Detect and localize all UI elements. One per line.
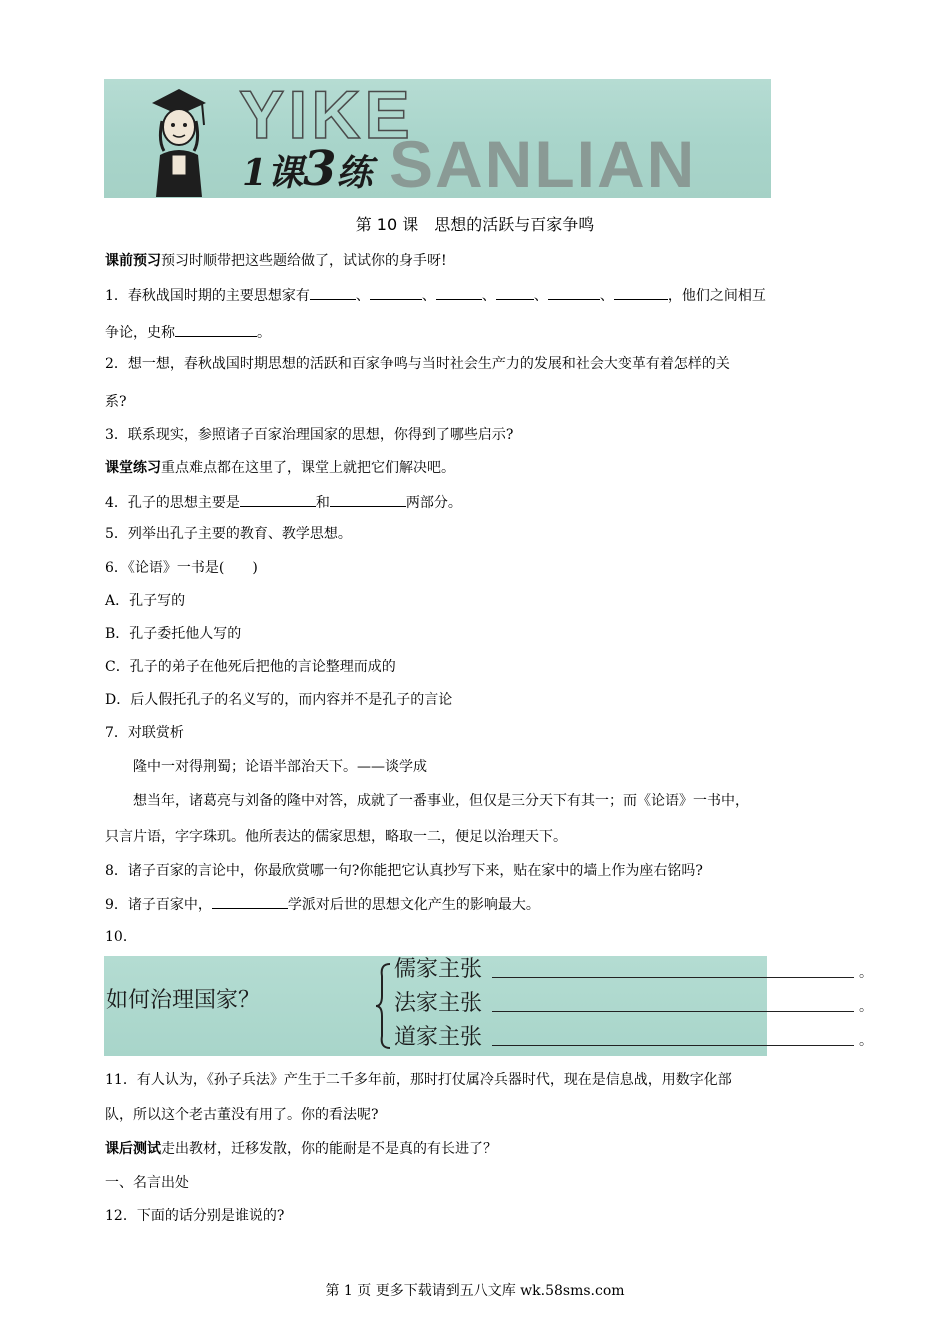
question-11-line-2: 队，所以这个老古董没有用了。你的看法呢?	[105, 1107, 379, 1123]
row-end-mark: 。	[859, 1033, 873, 1049]
question-12: 12．下面的话分别是谁说的?	[105, 1208, 285, 1224]
question-6-stem: 6．《论语》一书是( )	[105, 560, 258, 576]
header-banner-image	[104, 77, 771, 201]
question-10-row-legalist: 法家主张	[394, 991, 483, 1016]
question-6-option-c: C．孔子的弟子在他死后把他的言论整理而成的	[105, 659, 396, 675]
question-1-line-1: 1．春秋战国时期的主要思想家有 、 、 、 、 、 ，他们之间相互	[105, 284, 766, 307]
answer-line	[492, 1045, 854, 1046]
question-10-number: 10．	[105, 929, 137, 945]
question-2-line-1: 2．想一想，春秋战国时期思想的活跃和百家争鸣与当时社会生产力的发展和社会大变革有着怎样的关	[105, 356, 730, 372]
banner-yike-text: YIKE	[239, 77, 414, 153]
part-1-heading: 一、名言出处	[105, 1175, 189, 1191]
question-6-option-d: D．后人假托孔子的名义写的，而内容并不是孔子的言论	[105, 692, 453, 708]
question-5: 5．列举出孔子主要的教育、教学思想。	[105, 526, 352, 542]
page-footer: 第 1 页 更多下载请到五八文库 wk.58sms.com	[325, 1283, 625, 1299]
question-6-option-b: B．孔子委托他人写的	[105, 626, 242, 642]
question-10-row-daoist: 道家主张	[394, 1025, 483, 1050]
question-9: 9．诸子百家中， 学派对后世的思想文化产生的影响最大。	[105, 893, 540, 916]
section-class-practice: 课堂练习重点难点都在这里了，课堂上就把它们解决吧。	[105, 460, 455, 476]
curly-brace-icon	[374, 962, 392, 1050]
question-7-stem: 7．对联赏析	[105, 725, 184, 741]
question-10-figure	[104, 956, 873, 1056]
question-10-prompt: 如何治理国家？	[106, 988, 261, 1013]
question-4: 4．孔子的思想主要是 和 两部分。	[105, 491, 462, 514]
row-end-mark: 。	[859, 999, 873, 1015]
question-7-paragraph-1: 想当年，诸葛亮与刘备的隆中对答，成就了一番事业，但仅是三分天下有其一；而《论语》一书中，	[133, 793, 749, 809]
question-11-line-1: 11．有人认为，《孙子兵法》产生于二千多年前，那时打仗属冷兵器时代，现在是信息战，用数字化部	[105, 1072, 732, 1088]
answer-line	[492, 1011, 854, 1012]
page-title: 第 10 课 思想的活跃与百家争鸣	[355, 215, 595, 234]
question-10-row-confucian: 儒家主张	[394, 957, 483, 982]
section-post-test: 课后测试走出教材，迁移发散，你的能耐是不是真的有长进了？	[105, 1141, 497, 1157]
question-1-line-2: 争论，史称 。	[105, 321, 271, 344]
question-7-couplet: 隆中一对得荆蜀；论语半部治天下。——谈学成	[133, 759, 427, 775]
question-8: 8．诸子百家的言论中，你最欣赏哪一句?你能把它认真抄写下来，贴在家中的墙上作为座右铭吗?	[105, 863, 703, 879]
question-2-line-2: 系?	[105, 394, 127, 410]
question-6-option-a: A．孔子写的	[105, 593, 186, 609]
question-7-paragraph-2: 只言片语，字字珠玑。他所表达的儒家思想，略取一二，便足以治理天下。	[105, 829, 567, 845]
answer-line	[492, 977, 854, 978]
banner-logo-text: 1课3练	[242, 141, 373, 197]
question-3: 3．联系现实，参照诸子百家治理国家的思想，你得到了哪些启示?	[105, 427, 514, 443]
scholar-figure-icon	[144, 81, 214, 197]
banner-sanlian-text: SANLIAN	[389, 127, 697, 201]
row-end-mark: 。	[859, 965, 873, 981]
section-pre-study: 课前预习预习时顺带把这些题给做了，试试你的身手呀!	[105, 253, 447, 269]
